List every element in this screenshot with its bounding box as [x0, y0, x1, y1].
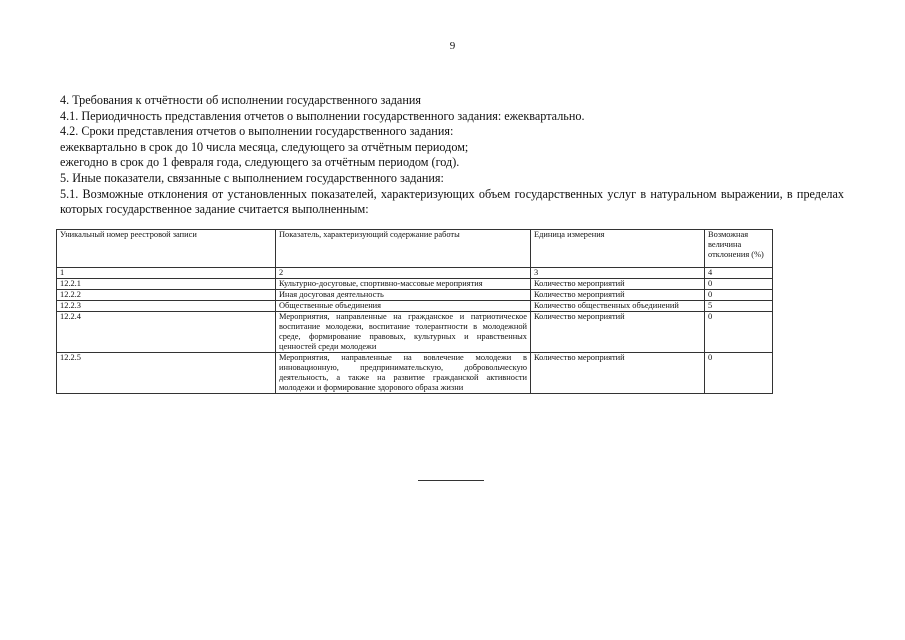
- table-cell: 0: [705, 290, 773, 301]
- table-cell: Мероприятия, направленные на вовлечение молодежи в инновационную, предпринимательскую, добровольческую деятельность, а также на развитие гражданской активности молодежи и формирование здорового образа жизни: [276, 353, 531, 394]
- table-cell: 12.2.1: [57, 279, 276, 290]
- header-deviation: Возможная величина отклонения (%): [705, 230, 773, 268]
- table-row: [57, 279, 773, 290]
- section-text: [60, 93, 844, 218]
- table-row: [57, 353, 773, 394]
- table-cell: 12.2.3: [57, 301, 276, 312]
- table-cell: 0: [705, 279, 773, 290]
- table-cell: 0: [705, 312, 773, 353]
- table-cell: Культурно-досуговые, спортивно-массовые мероприятия: [276, 279, 531, 290]
- table-cell: 12.2.2: [57, 290, 276, 301]
- table-cell: Мероприятия, направленные на гражданское и патриотическое воспитание молодежи, воспитание толерантности в молодежной среде, формирование правовых, культурных и нравственных ценностей среди молодежи: [276, 312, 531, 353]
- table-cell: Количество мероприятий: [531, 279, 705, 290]
- header-registry-number: Уникальный номер реестровой записи: [57, 230, 276, 268]
- header-unit: Единица измерения: [531, 230, 705, 268]
- table-cell: 4: [705, 268, 773, 279]
- table-header-row: [57, 230, 773, 268]
- table-row: [57, 301, 773, 312]
- table-cell: 12.2.5: [57, 353, 276, 394]
- section-4-1: 4.1. Периодичность представления отчетов о выполнении государственного задания: ежеквартально.: [60, 108, 585, 123]
- table-cell: Общественные объединения: [276, 301, 531, 312]
- table-cell: 2: [276, 268, 531, 279]
- table-cell: Количество мероприятий: [531, 353, 705, 394]
- page-number: 9: [449, 40, 456, 52]
- table-cell: 0: [705, 353, 773, 394]
- section-5-heading: 5. Иные показатели, связанные с выполнением государственного задания:: [60, 170, 444, 185]
- table-cell: Количество мероприятий: [531, 312, 705, 353]
- table-cell: 5: [705, 301, 773, 312]
- table-row: [57, 312, 773, 353]
- table-cell: Иная досуговая деятельность: [276, 290, 531, 301]
- table-cell: Количество мероприятий: [531, 290, 705, 301]
- section-5-1: 5.1. Возможные отклонения от установленных показателей, характеризующих объем государственных услуг в натуральном выражении, в пределах которых государственное задание считается выполненным:: [60, 186, 844, 217]
- section-4-2-yearly: ежегодно в срок до 1 февраля года, следующего за отчётным периодом (год).: [60, 155, 460, 170]
- section-4-2: 4.2. Сроки представления отчетов о выполнении государственного задания:: [60, 124, 454, 139]
- section-4-heading: 4. Требования к отчётности об исполнении государственного задания: [60, 93, 421, 107]
- header-indicator: Показатель, характеризующий содержание работы: [276, 230, 531, 268]
- deviation-table: [56, 229, 773, 394]
- table-cell: 3: [531, 268, 705, 279]
- footer-divider: [418, 480, 484, 481]
- table-cell: 12.2.4: [57, 312, 276, 353]
- table-cell: 1: [57, 268, 276, 279]
- table-column-numbers-row: [57, 268, 773, 279]
- table-row: [57, 290, 773, 301]
- table-cell: Количество общественных объединений: [531, 301, 705, 312]
- section-4-2-quarterly: ежеквартально в срок до 10 числа месяца, следующего за отчётным периодом;: [60, 139, 469, 154]
